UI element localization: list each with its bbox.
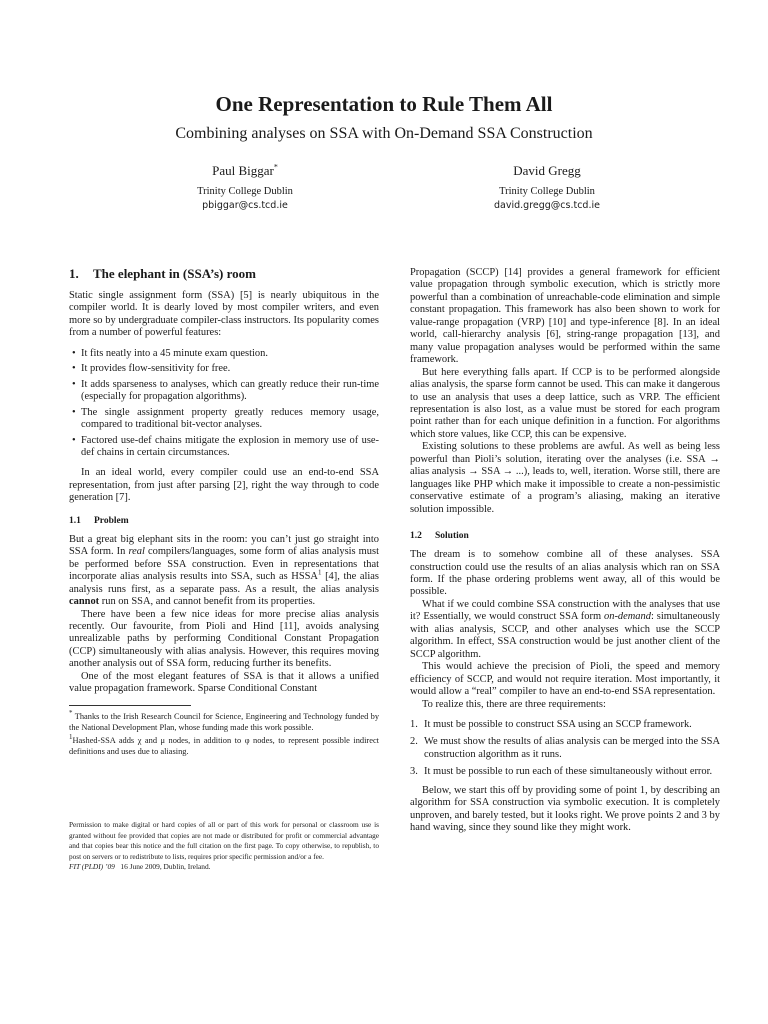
footnote-text: Hashed-SSA adds χ and μ nodes, in addition to φ nodes, to represent possible indirect definitions and uses due to aliasing. — [69, 735, 379, 756]
paper-title: One Representation to Rule Them All — [215, 92, 553, 116]
copyright-notice — [69, 820, 379, 873]
author-name-text: Paul Biggar — [212, 163, 274, 178]
section-heading — [69, 266, 379, 282]
author-affiliation: Trinity College Dublin — [499, 186, 595, 197]
section-number: 1. — [69, 266, 79, 281]
subsection-heading — [410, 530, 720, 542]
paragraph: The dream is to somehow combine all of these analyses. SSA construction could use the results of an alias analysis which ran on SSA form. If the phase ordering problems went away, all of this would be possible. — [410, 549, 720, 598]
paragraph — [69, 534, 379, 609]
venue-date: 16 June 2009, Dublin, Ireland. — [120, 862, 211, 872]
footnote-reference: 1 — [317, 568, 322, 577]
venue-name: FIT (PLDI) ’09 — [69, 862, 115, 872]
paragraph: In an ideal world, every compiler could use an end-to-end SSA representation, from just after parsing [2], right the way through to code generation [7]. — [69, 467, 379, 504]
emphasis: on-demand — [604, 611, 651, 623]
author-block-1 — [125, 163, 365, 213]
copyright-text: Permission to make digital or hard copies of all or part of this work for personal or classroom use is granted without fee provided that copies are not made or distributed for profit or commercial advantage and that copies bear this notice and the full citation on the first page. To copy otherwise, to republish, to post on servers or to redistribute to lists, requires prior specific permission and/or a fee. — [69, 820, 379, 861]
text-run: : simultaneously with alias analysis, SCCP, and other analyses which use the SCCP algorithm. In effect, SSA construction would be just another client of the SCCP algorithm. — [410, 611, 720, 660]
feature-list — [69, 348, 379, 460]
paragraph: Propagation (SCCP) [14] provides a general framework for efficient value propagation through symbolic execution, which is strictly more powerful than a combination of unreachable-code elimination and simple constant propagation. This framework has also been shown to work for value-range propagation (VRP) [10] and type-inference [8]. In an ideal world, call-hierarchy analysis [6], string-range propagation [13], and many value propagation analyses would be performed within the same framework. — [410, 267, 720, 366]
list-item: • The single assignment property greatly reduces memory usage, compared to traditional bit-vector analyses. — [69, 407, 379, 432]
author-name: David Gregg — [513, 163, 581, 178]
paper-subtitle: Combining analyses on SSA with On-Demand SSA Construction — [175, 125, 593, 142]
paragraph: One of the most elegant features of SSA is that it allows a unified value propagation framework. Sparse Conditional Constant — [69, 670, 379, 695]
list-text: It must be possible to run each of these simultaneously without error. — [424, 766, 713, 778]
list-item — [410, 766, 720, 778]
footnote-mark: 1 — [69, 732, 73, 741]
requirements-list — [410, 719, 720, 779]
paragraph: There have been a few nice ideas for more precise alias analysis recently. Our favourite, from Pioli and Hind [11], avoids analysing unrealizable paths by performing Conditional Constant Propagation (CCP) simultaneously with alias analysis. However, this requires moving another analysis out of SSA form, reducing further its benefits. — [69, 608, 379, 670]
footnote — [69, 708, 380, 733]
right-column — [410, 267, 720, 835]
paragraph: This would achieve the precision of Pioli, the speed and memory efficiency of SCCP, and would not require iteration. Most importantly, it would allow a “real” compiler to have an end-to-end SSA representation. — [410, 661, 720, 698]
subsection-number: 1.1 — [69, 515, 81, 526]
footnote-divider — [69, 705, 191, 706]
list-text: It must be possible to construct SSA using an SCCP framework. — [424, 718, 692, 730]
list-number: 1. — [410, 718, 418, 730]
text-run: [4], the alias analysis runs first, as a separate pass. As a result, the alias analysis — [69, 571, 379, 595]
emphasis: real — [128, 546, 145, 558]
bold-text: cannot — [69, 596, 100, 608]
subsection-title: Problem — [94, 515, 129, 526]
author-affiliation: Trinity College Dublin — [197, 186, 293, 197]
paragraph: To realize this, there are three requirements: — [422, 698, 606, 710]
subsection-number: 1.2 — [410, 531, 422, 542]
paragraph — [410, 599, 720, 661]
text-run: But a great big elephant sits in the room: you can’t just go straight into SSA form. In — [69, 533, 379, 558]
paragraph: Static single assignment form (SSA) [5] is nearly ubiquitous in the compiler world. It is dearly loved by most compiler writers, and even more so by undergraduate compiler-class instructors. Its popularity comes from a number of powerful features: — [69, 290, 379, 339]
footnote — [69, 732, 379, 757]
subsection-heading — [69, 515, 379, 527]
list-item — [410, 719, 720, 731]
footnote-text: Thanks to the Irish Research Council for Science, Engineering and Technology funded by the National Development Plan, whose funding made this work possible. — [69, 711, 380, 732]
author-footnote-mark: * — [273, 162, 278, 172]
list-item: • Factored use-def chains mitigate the explosion in memory use of use-def chains in certain circumstances. — [69, 435, 379, 460]
section-title: The elephant in (SSA’s) room — [93, 266, 256, 281]
left-column — [69, 262, 379, 757]
author-email: pbiggar@cs.tcd.ie — [202, 200, 288, 211]
list-item: • It fits neatly into a 45 minute exam question. — [69, 348, 379, 360]
list-item: • It adds sparseness to analyses, which can greatly reduce their run-time (especially for propagation algorithms). — [69, 379, 379, 404]
author-name — [125, 163, 365, 179]
text-run: run on SSA, and cannot benefit from its properties. — [99, 596, 316, 608]
list-item — [410, 736, 720, 761]
author-block-2 — [427, 163, 667, 213]
text-run: compilers/languages, some form of alias analysis must be performed before SSA construction. Even in representations that incorporate alias analysis results into SSA, such as HSSA — [69, 546, 379, 583]
list-number: 3. — [410, 766, 418, 778]
text-run: What if we could combine SSA construction with the analyses that use it? Essentially, we would construct SSA form — [410, 598, 720, 623]
footnote-mark: * — [69, 708, 73, 717]
venue-line — [69, 862, 379, 873]
list-text: We must show the results of alias analysis can be merged into the SSA construction algorithm as it runs. — [424, 736, 720, 760]
paragraph: But here everything falls apart. If CCP is to be performed alongside alias analysis, the sparse form cannot be used. This can make it dangerous to use an analysis that uses a deep lattice, such as VRP. The efficient representation is also lost, as a value must be stored for each program point rather than for each unique definition in a function. For algorithms which store values, like CCP, this can be expensive. — [410, 366, 720, 440]
paragraph: Existing solutions to these problems are awful. As well as being less powerful than Pioli’s solution, iterating over the analyses (i.e. SSA → alias analysis → SSA → ...), leads to, well, iteration. Worse still, there are languages like PHP which make it impossible to create a non-pessimistic conservative estimate of a program’s aliasing, making an iterative solution impossible. — [410, 441, 720, 515]
author-email: david.gregg@cs.tcd.ie — [494, 200, 600, 211]
list-number: 2. — [410, 736, 418, 748]
list-item: • It provides flow-sensitivity for free. — [69, 363, 379, 375]
paragraph: Below, we start this off by providing some of point 1, by describing an algorithm for SSA construction via symbolic execution. It is completely unproven, and barely tested, but it looks right. We prove points 2 and 3 by hand waving, since they sound like they might work. — [410, 784, 720, 834]
subsection-title: Solution — [435, 531, 469, 542]
footnotes — [69, 708, 380, 757]
